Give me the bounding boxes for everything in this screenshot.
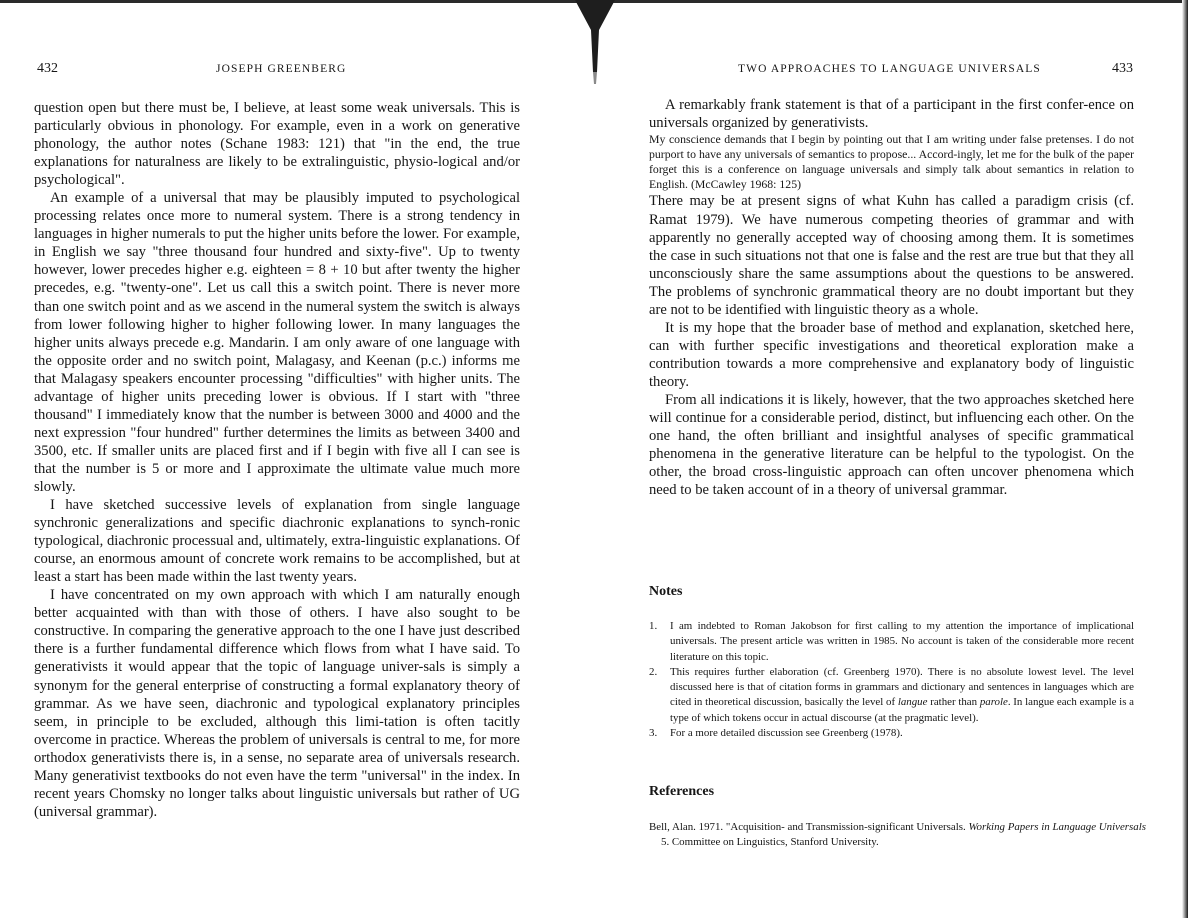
reference-text: 5. Committee on Linguistics, Stanford University. xyxy=(661,836,879,849)
right-page xyxy=(594,0,1188,918)
paragraph: There may be at present signs of what Kuhn has called a paradigm crisis (cf. Ramat 1979). We have numerous competing theories of grammar and with apparently no generally accepted way of choosing among them. It is sometimes the case in such situations not that one is false and the rest are true but that they all unconsciously share the same assumptions about the questions to be answered. The problems of synchronic grammatical theory are no doubt important but they are not to be identified with linguistic theory as a whole. xyxy=(649,193,1134,318)
paragraph: question open but there must be, I believe, at least some weak universals. This is particularly obvious in phonology. For example, even in a work on generative phonology, the author notes (Schane 1983: 121) that "in the end, the true explanations for naturalness are likely to be extralinguistic, physio-logical and/or psychological". xyxy=(34,100,520,189)
note-italic-term: langue xyxy=(897,696,928,709)
page-number: 433 xyxy=(1112,61,1133,76)
notes-list xyxy=(649,619,1134,741)
note-text: I am indebted to Roman Jakobson for first calling to my attention the importance of implicational universals. The present article was written in 1985. No account is taken of the considerable more recent literature on this topic. xyxy=(670,620,1134,663)
note-text: rather than xyxy=(927,696,980,709)
note-number: 1. xyxy=(649,620,658,632)
paragraph: A remarkably frank statement is that of a participant in the first confer-ence on universals organized by generativists. xyxy=(649,97,1134,132)
paragraph: It is my hope that the broader base of method and explanation, sketched here, can with further specific investigations and theoretical exploration make a contribution towards a more comprehensive and explanatory body of linguistic theory. xyxy=(649,319,1134,390)
note-text: . In langue each example is a type of which tokens occur in actual discourse (at the pragmatic level). xyxy=(670,696,1134,724)
note-number: 2. xyxy=(649,665,658,678)
paragraph: I have concentrated on my own approach with which I am naturally enough better acquainted with than with those of others. I have also sought to be constructive. In comparing the generative approach to the one I have just described there is a further fundamental difference which flows from what I have said. To generativists it would appear that the topic of language univer-sals is simply a synonym for the general enterprise of constructing a formal explanatory theory of grammar. As we have seen, diachronic and typological explanatory principles seem, in principle to be excluded, although this limi-tation is often tacitly overcome in practice. Whereas the problem of universals is central to me, for more orthodox generativists there is, in a sense, no separate area of universals research. Many generativist textbooks do not even have the term "universal" in the index. In recent years Chomsky no longer talks about linguistic universals but rather of UG (universal grammar). xyxy=(34,587,520,820)
notes-heading: Notes xyxy=(649,584,683,599)
paragraph: An example of a universal that may be plausibly imputed to psychological processing relates once more to numeral system. There is a strong tendency in languages in higher numerals to put the higher units before the lower. For example, in English we say "three thousand four hundred and sixty-five". Up to twenty however, lower precedes higher e.g. eighteen = 8 + 10 but after twenty the higher precedes, e.g. "twenty-one". Let us call this a switch point. There is never more than one switch point and as we ascend in the numeral system the switch is always from lower following higher to higher following lower. In many languages the higher units always precede e.g. Mandarin. I am only aware of one language with the opposite order and no switch point, Malagasy, and Keenan (p.c.) informs me that Malagasy speakers encounter processing "difficulties" with higher units. The advantage of higher units preceding lower is obvious. If I start with "three thousand" I immediately know that the number is between 3000 and 4000 and the next expression "four hundred" further determines the limits as between 3400 and 3500, etc. If smaller units are placed first and if I begin with five all I can see is that the number is 5 or more and I approximate the ultimate value much more slowly. xyxy=(34,190,520,495)
references-heading: References xyxy=(649,784,715,799)
paragraph: From all indications it is likely, however, that the two approaches sketched here will continue for a considerable period, distinct, but influencing each other. On the one hand, the often brilliant and insightful analyses of specific grammatical phenomena in the generative literature can be helpful to the typologist. On the other, the broad cross-linguistic approach can often uncover phenomena which need to be taken account of in a theory of universal grammar. xyxy=(649,391,1134,499)
body-text xyxy=(34,99,520,821)
note-item xyxy=(649,726,1134,741)
note-item xyxy=(649,665,1134,726)
body-text xyxy=(649,96,1134,499)
page-number: 432 xyxy=(37,61,58,76)
note-number: 3. xyxy=(649,727,658,740)
reference-text: Bell, Alan. 1971. "Acquisition- and Transmission-significant Universals. xyxy=(649,821,969,833)
paragraph: I have sketched successive levels of explanation from single language synchronic generalizations and specific diachronic explanations to synch-ronic typological, diachronic processual and, ultimately, extra-linguistic explanations. Of course, an enormous amount of concrete work remains to be accomplished, but at least a start has been made within the last twenty years. xyxy=(34,497,520,586)
running-head: TWO APPROACHES TO LANGUAGE UNIVERSALS xyxy=(738,63,1041,75)
reference-entry xyxy=(649,820,1146,851)
reference-title: Working Papers in Language Universals xyxy=(968,821,1146,833)
note-text: This requires further elaboration (cf. Greenberg 1970). There is no absolute lowest level. The level discussed here is that of citation forms in grammars and dictionary and sentences in languages which are cited in theoretical discussion, basically the level of xyxy=(670,665,1134,709)
block-quote: My conscience demands that I begin by pointing out that I am writing under false pretenses. I do not purport to have any universals of semantics to propose... Accord-ingly, let me for the bulk of the paper forget this is a conference on language universals and simply talk about semantics in relation to English. (McCawley 1968: 125) xyxy=(649,132,1134,192)
running-head: JOSEPH GREENBERG xyxy=(216,63,347,75)
note-text: For a more detailed discussion see Greenberg (1978). xyxy=(670,727,903,740)
note-item xyxy=(649,619,1134,665)
note-italic-term: parole xyxy=(979,696,1008,709)
